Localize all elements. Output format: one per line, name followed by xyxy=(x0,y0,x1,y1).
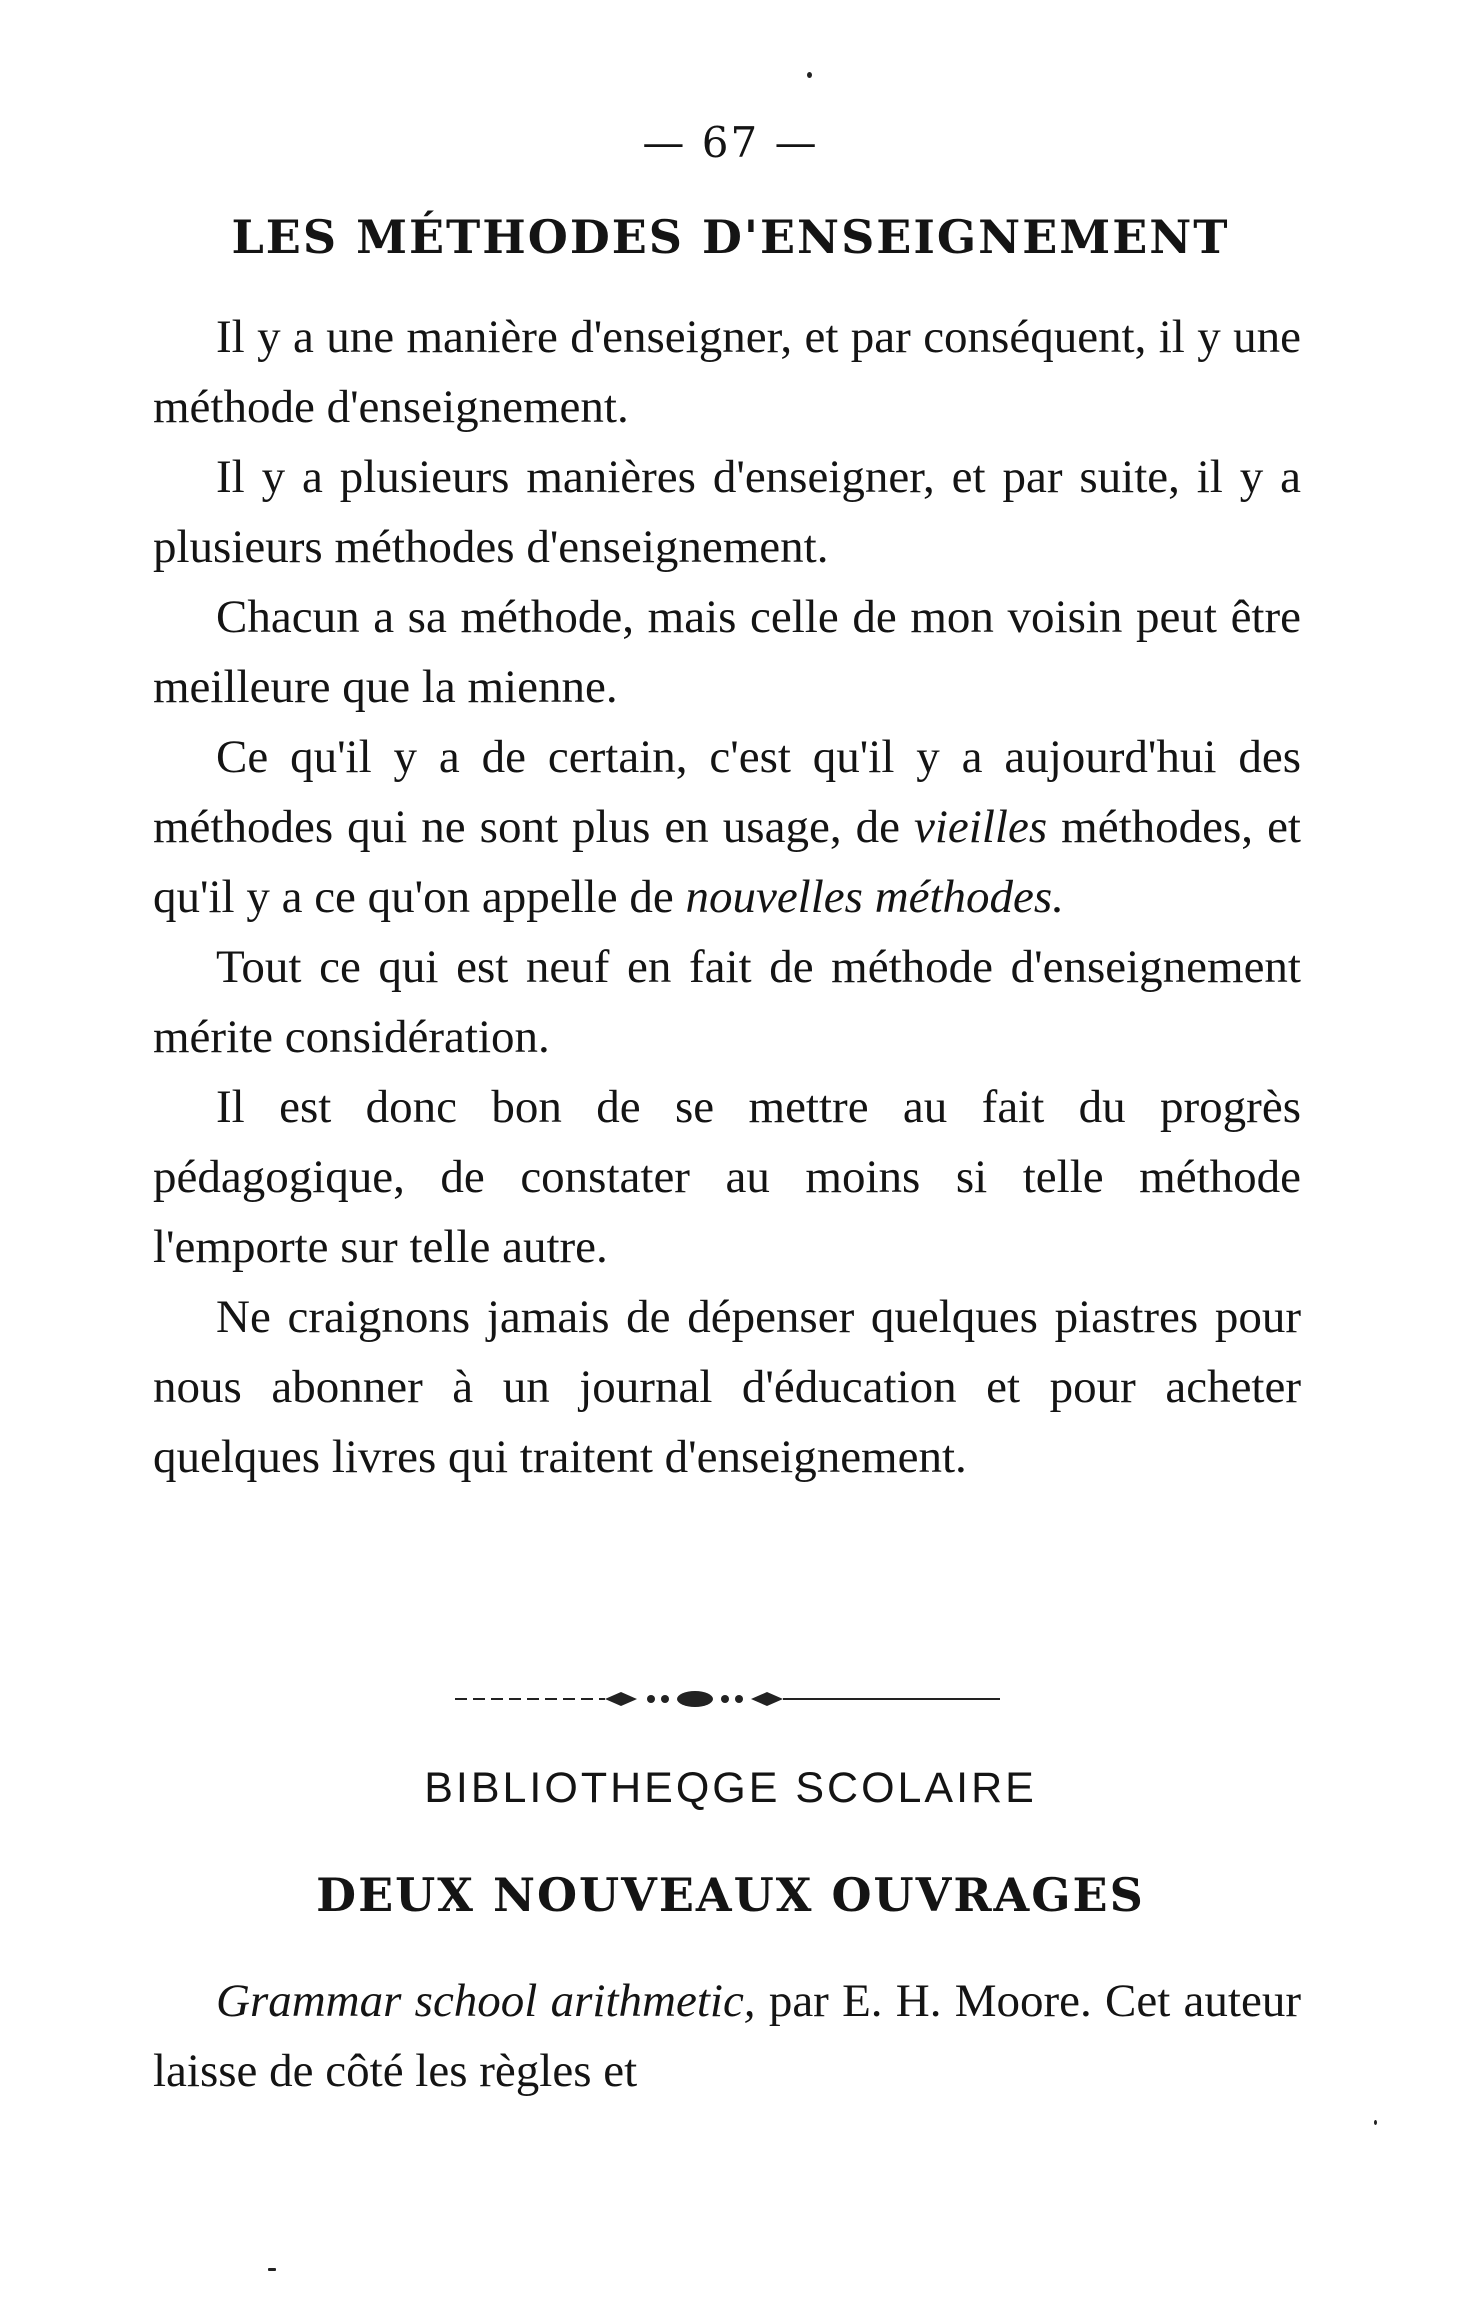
body-text xyxy=(153,302,1301,1492)
text-run: Il y a plusieurs manières d'enseigner, et par suite, il y a plusieurs méthodes d'enseignement. xyxy=(153,451,1301,573)
text-run: méthodes, et qu'il y a ce qu'on appelle de xyxy=(153,801,1301,923)
text-run: Ce qu'il y a de certain, c'est qu'il y a aujourd'hui des méthodes qui ne sont plus en usage, de xyxy=(153,731,1301,853)
paragraph xyxy=(153,302,1301,442)
text-run: Tout ce qui est neuf en fait de méthode d'enseignement mérite considération. xyxy=(153,941,1301,1063)
print-speck xyxy=(807,72,812,78)
text-run: Ne craignons jamais de dépenser quelques piastres pour nous abonner à un journal d'éducation et pour acheter quelques livres qui traitent d'enseignement. xyxy=(153,1291,1301,1483)
section-heading: BIBLIOTHEQGE SCOLAIRE xyxy=(424,1764,1037,1812)
body-text-continued xyxy=(153,1966,1301,2106)
paragraph xyxy=(153,932,1301,1072)
text-run: par E. H. Moore. Cet auteur laisse de côté les règles et xyxy=(153,1975,1301,2097)
paragraph xyxy=(153,722,1301,932)
italic-text: nouvelles méthodes. xyxy=(685,871,1064,923)
section-title: LES MÉTHODES D'ENSEIGNEMENT xyxy=(231,210,1230,264)
paragraph xyxy=(153,582,1301,722)
text-run: Chacun a sa méthode, mais celle de mon voisin peut être meilleure que la mienne. xyxy=(153,591,1301,713)
ornamental-divider xyxy=(455,1688,1000,1710)
paragraph xyxy=(153,1282,1301,1492)
italic-text: vieilles xyxy=(914,801,1048,853)
paragraph xyxy=(153,442,1301,582)
text-run: Il est donc bon de se mettre au fait du progrès pédagogique, de constater au moins si telle méthode l'emporte sur telle autre. xyxy=(153,1081,1301,1273)
text-run: Il y a une manière d'enseigner, et par conséquent, il y une méthode d'enseignement. xyxy=(153,311,1301,433)
italic-text: Grammar school arithmetic, xyxy=(216,1975,756,2027)
page-number: — 67 — xyxy=(642,118,819,167)
section-subheading: DEUX NOUVEAUX OUVRAGES xyxy=(316,1868,1145,1922)
print-speck xyxy=(268,2268,276,2271)
paragraph xyxy=(153,1072,1301,1282)
print-speck xyxy=(1374,2120,1377,2125)
paragraph xyxy=(153,1966,1301,2106)
